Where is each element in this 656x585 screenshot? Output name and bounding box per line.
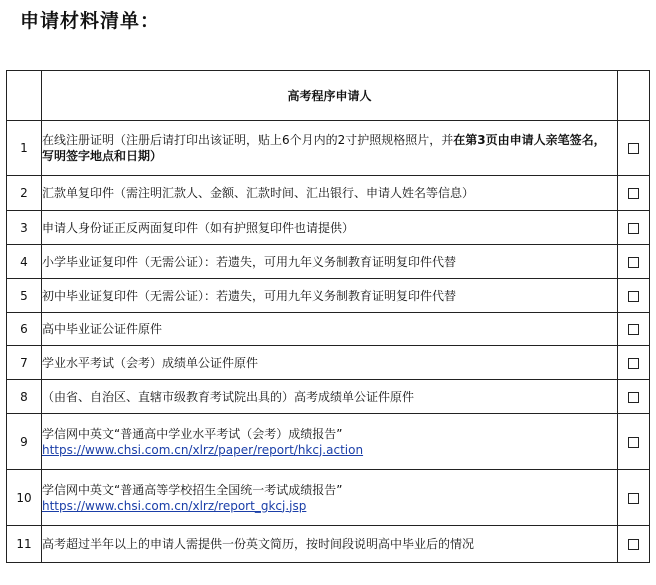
- row-text: 在线注册证明（注册后请打印出该证明，贴上6个月内的2寸护照规格照片，并: [42, 133, 454, 147]
- table-row: [7, 380, 650, 414]
- table-row: [7, 245, 650, 279]
- header-applicant-type: 高考程序申请人: [42, 71, 618, 121]
- page-title: 申请材料清单：: [20, 10, 161, 32]
- checkbox-cell: [618, 211, 650, 245]
- checkbox[interactable]: [628, 188, 639, 199]
- row-number: 1: [7, 121, 42, 176]
- row-number: 6: [7, 313, 42, 346]
- row-description: 初中毕业证复印件（无需公证）：若遗失，可用九年义务制教育证明复印件代替: [42, 279, 618, 313]
- chsi-gkcj-link[interactable]: https://www.chsi.com.cn/xlrz/report_gkcj.jsp: [42, 498, 307, 513]
- row-number: 10: [7, 470, 42, 526]
- checkbox-cell: [618, 176, 650, 211]
- checkbox-cell: [618, 380, 650, 414]
- checkbox[interactable]: [628, 223, 639, 234]
- materials-checklist-table: [6, 70, 650, 563]
- checkbox[interactable]: [628, 358, 639, 369]
- table-row: [7, 211, 650, 245]
- table-row: [7, 121, 650, 176]
- checkbox-cell: [618, 526, 650, 563]
- chsi-hkcj-link[interactable]: https://www.chsi.com.cn/xlrz/paper/report/hkcj.action: [42, 442, 364, 457]
- checkbox[interactable]: [628, 437, 639, 448]
- row-number: 11: [7, 526, 42, 563]
- checkbox-cell: [618, 346, 650, 380]
- header-empty-cell: [7, 71, 42, 121]
- row-number: 4: [7, 245, 42, 279]
- row-description: （由省、自治区、直辖市级教育考试院出具的）高考成绩单公证件原件: [42, 380, 618, 414]
- checkbox[interactable]: [628, 493, 639, 504]
- header-empty-cell: [618, 71, 650, 121]
- checkbox-cell: [618, 313, 650, 346]
- table-row: [7, 313, 650, 346]
- checkbox[interactable]: [628, 539, 639, 550]
- checkbox[interactable]: [628, 324, 639, 335]
- row-number: 9: [7, 414, 42, 470]
- row-text-bold: 在第3页由申请人亲笔签名，写明签字地点和日期）: [42, 133, 606, 163]
- row-description: [42, 470, 618, 526]
- checkbox-cell: [618, 470, 650, 526]
- row-number: 7: [7, 346, 42, 380]
- checkbox-cell: [618, 279, 650, 313]
- checkbox-cell: [618, 414, 650, 470]
- row-description: [42, 414, 618, 470]
- row-number: 8: [7, 380, 42, 414]
- checkbox[interactable]: [628, 257, 639, 268]
- row-description: 小学毕业证复印件（无需公证）：若遗失，可用九年义务制教育证明复印件代替: [42, 245, 618, 279]
- checkbox-cell: [618, 121, 650, 176]
- row-description: 汇款单复印件（需注明汇款人、金额、汇款时间、汇出银行、申请人姓名等信息）: [42, 176, 618, 211]
- row-number: 3: [7, 211, 42, 245]
- table-row: [7, 279, 650, 313]
- row-description: [42, 121, 618, 176]
- row-number: 2: [7, 176, 42, 211]
- row-text: 学信网中英文“普通高等学校招生全国统一考试成绩报告”: [42, 482, 343, 497]
- checkbox[interactable]: [628, 392, 639, 403]
- row-text: 学信网中英文“普通高中学业水平考试（会考）成绩报告”: [42, 426, 343, 441]
- row-number: 5: [7, 279, 42, 313]
- row-description: 学业水平考试（会考）成绩单公证件原件: [42, 346, 618, 380]
- row-description: 高考超过半年以上的申请人需提供一份英文简历，按时间段说明高中毕业后的情况: [42, 526, 618, 563]
- checkbox[interactable]: [628, 291, 639, 302]
- checkbox[interactable]: [628, 143, 639, 154]
- table-row: [7, 470, 650, 526]
- row-description: 高中毕业证公证件原件: [42, 313, 618, 346]
- row-description: 申请人身份证正反两面复印件（如有护照复印件也请提供）: [42, 211, 618, 245]
- table-row: [7, 346, 650, 380]
- table-row: [7, 526, 650, 563]
- checkbox-cell: [618, 245, 650, 279]
- table-row: [7, 176, 650, 211]
- table-header-row: [7, 71, 650, 121]
- table-row: [7, 414, 650, 470]
